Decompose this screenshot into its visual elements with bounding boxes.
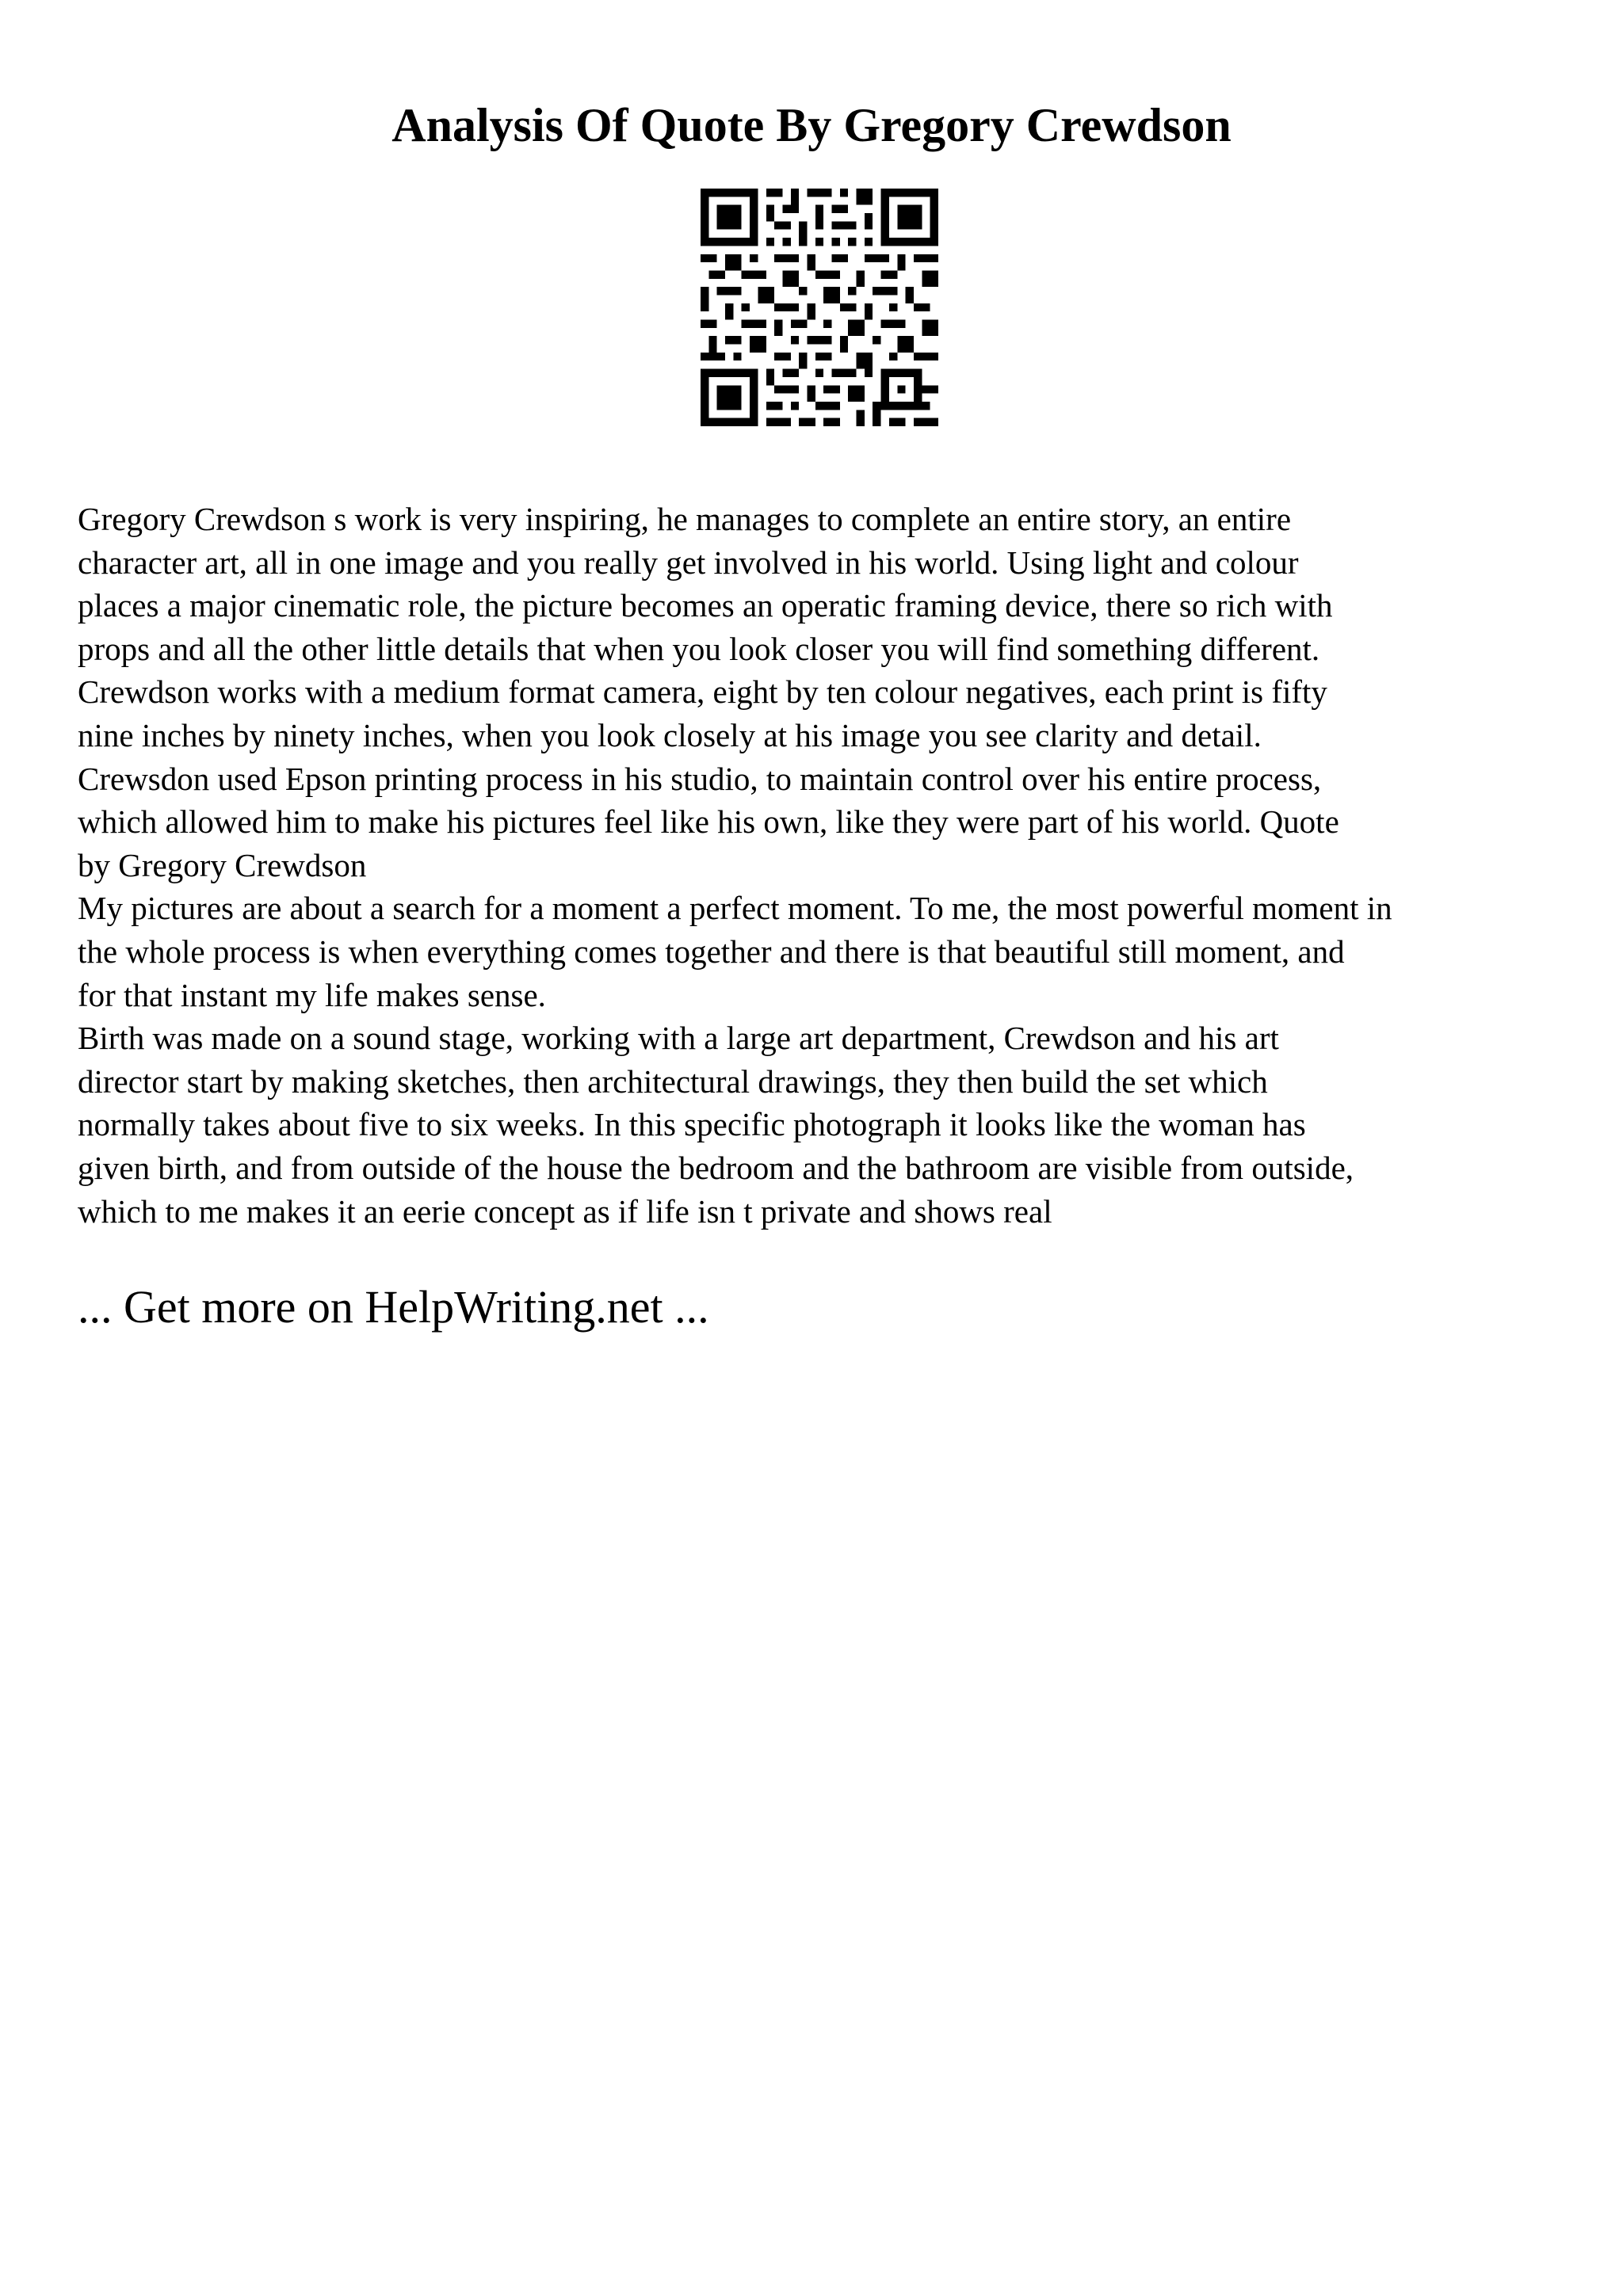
- qr-code-icon: [701, 189, 938, 426]
- quote-line: the whole process is when everything comes together and there is that beautiful still moment, and: [78, 933, 1345, 970]
- body-line: Gregory Crewdson s work is very inspiring, he manages to complete an entire story, an entire: [78, 501, 1292, 537]
- body-line: given birth, and from outside of the house the bedroom and the bathroom are visible from outside,: [78, 1149, 1354, 1186]
- quote-line: for that instant my life makes sense.: [78, 976, 546, 1013]
- body-line: Crewdson works with a medium format camera, eight by ten colour negatives, each print is fifty: [78, 673, 1327, 711]
- body-line: which to me makes it an eerie concept as if life isn t private and shows real: [78, 1192, 1052, 1230]
- document-title: Analysis Of Quote By Gregory Crewdson: [391, 99, 1232, 151]
- body-line: character art, all in one image and you really get involved in his world. Using light and colour: [78, 543, 1299, 581]
- body-line: props and all the other little details that when you look closer you will find something different.: [78, 630, 1320, 667]
- body-line: normally takes about five to six weeks. In this specific photograph it looks like the woman has: [78, 1106, 1306, 1143]
- body-line: by Gregory Crewdson: [78, 846, 367, 883]
- body-line: places a major cinematic role, the picture becomes an operatic framing device, there so rich with: [78, 587, 1333, 624]
- body-line: Birth was made on a sound stage, working with a large art department, Crewdson and his art: [78, 1020, 1279, 1057]
- body-line: nine inches by ninety inches, when you look closely at his image you see clarity and detail.: [78, 716, 1262, 753]
- get-more-link[interactable]: ... Get more on HelpWriting.net ...: [78, 1281, 709, 1333]
- quote-line: My pictures are about a search for a moment a perfect moment. To me, the most powerful moment in: [78, 890, 1392, 927]
- document-body: [78, 498, 1599, 1233]
- body-line: which allowed him to make his pictures feel like his own, like they were part of his world. Quote: [78, 803, 1339, 841]
- body-line: Crewsdon used Epson printing process in his studio, to maintain control over his entire process,: [78, 760, 1322, 797]
- body-line: director start by making sketches, then architectural drawings, they then build the set which: [78, 1062, 1268, 1100]
